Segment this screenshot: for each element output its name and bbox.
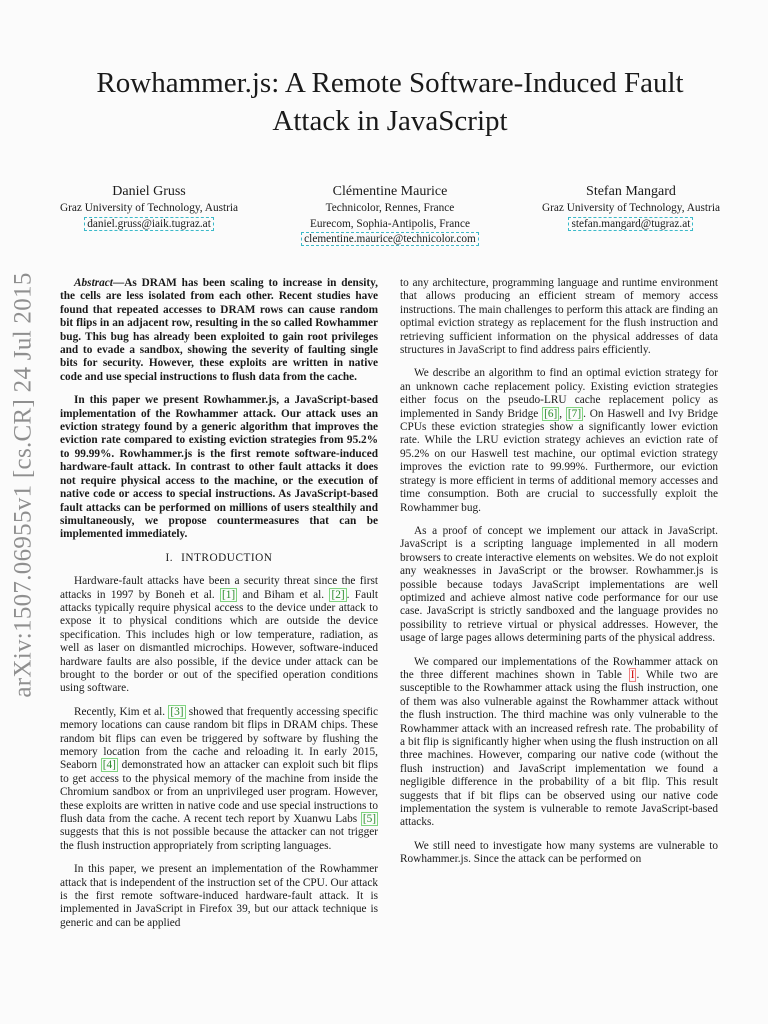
right-paragraph-continued: to any architecture, programming language and runtime environment that allows producing an efficient stream of memory access instructions. The main challenges to perform this attack are finding an optimal eviction strategy as replacement for the flush instruction and retrieving sufficient information on the physical addresses of data structures in JavaScript to find address pairs efficiently. [400,277,718,357]
title-line-2: Attack in JavaScript [272,105,508,137]
author-affiliation-2: Eurecom, Sophia-Antipolis, France [309,217,470,230]
citation-link[interactable]: [2] [331,588,345,601]
author-block [60,183,720,248]
author-email-link[interactable]: daniel.gruss@iaik.tugraz.at [84,217,214,231]
right-column [400,277,718,877]
citation-link[interactable]: [6] [544,407,558,420]
right-paragraph-1: We describe an algorithm to find an optimal eviction strategy for an unknown cache replacement policy. Existing eviction strategies either focus on the pseudo-LRU cache replacement policy as implemented in Sandy Bridge [6] , [7] . On Haswell and Ivy Bridge CPUs these eviction strategies show a significantly lower eviction rate. While the LRU eviction strategy achieves an eviction rate of 95.2% on our Haswell test machine, our optimal eviction strategy improves the eviction rate to 99.99%. Furthermore, our eviction strategy is more efficient in terms of additional memory accesses and time consumption. Both are crucial to successfully exploit the Rowhammer bug. [400,367,718,514]
author-gruss [60,183,238,248]
abstract-paragraph-2: In this paper we present Rowhammer.js, a JavaScript-based implementation of the Rowhammer attack. Our attack uses an eviction strategy found by a generic algorithm that improves the eviction rate compared to existing eviction strategies from 95.2% to 99.99%. Rowhammer.js is the first remote software-induced hardware-fault attack. In contrast to other fault attacks it does not require physical access to the machine, or the execution of native code or access to special instructions. As JavaScript-based fault attacks can be performed on millions of users stealthily and simultaneously, we propose countermeasures that can be implemented immediately. [60,394,378,541]
author-affiliation: Graz University of Technology, Austria [541,202,720,214]
intro-paragraph-2: Recently, Kim et al. [3] showed that frequently accessing specific memory locations can cause random bit flips in DRAM chips. These random bit flips can even be triggered by software by flushing the memory location from the cache and reloading it. In early 2015, Seaborn [4] demonstrated how an attacker can exploit such bit flips to get access to the physical memory of the machine from inside the Chromium sandbox or from an unprivileged user program. However, these exploits are written in native code and use special instructions to flush data from the cache. A recent tech report by Xuanwu Labs [5] suggests that this is not possible because the attacker can not trigger the flush instruction appropriately from scripting languages. [60,705,378,852]
citation-link[interactable]: [4] [102,759,116,772]
right-paragraph-3: We compared our implementations of the Rowhammer attack on the three different machines shown in Table I . While two are susceptible to the Rowhammer attack using the flush instruction, one of them was also vulnerable against the Rowhammer attack without the flush instruction. The third machine was only vulnerable to the Rowhammer attack with an increased refresh rate. The probability of a bit flip is significantly higher when using the flush instruction on all three machines. However, comparing our native code (without the flush instruction) and JavaScript implementation we found a negligible difference in the probability of a bit flip. This result suggests that if bit flips can be observed using our native code implementation the system is vulnerable to remote JavaScript-based attacks. [400,655,718,829]
author-name: Daniel Gruss [112,184,186,199]
abstract-paragraph-1: Abstract—As DRAM has been scaling to increase in density, the cells are less isolated from each other. Recent studies have found that repeated accesses to DRAM rows can cause random bit flips in an adjacent row, resulting in the so called Rowhammer bug. This bug has already been exploited to gain root privileges and to evade a sandbox, showing the severity of faulting single bits for security. However, these exploits are written in native code and use special instructions to flush data from the cache. [60,277,378,383]
intro-paragraph-3: In this paper, we present an implementation of the Rowhammer attack that is independent of the instruction set of the CPU. Our attack is the first remote software-induced hardware-fault attack. It is implemented in JavaScript in Firefox 39, but our attack technique is generic and can be applied [60,863,378,929]
title-line-1: Rowhammer.js: A Remote Software-Induced Fault [96,67,684,99]
author-name: Stefan Mangard [586,184,676,199]
author-email-link[interactable]: clementine.maurice@technicolor.com [301,232,479,246]
author-affiliation: Technicolor, Rennes, France [325,202,455,214]
abstract [60,277,378,542]
arxiv-stamp [2,255,46,715]
author-email-link[interactable]: stefan.mangard@tugraz.at [568,217,693,231]
intro-paragraph-1: Hardware-fault attacks have been a security threat since the first attacks in 1997 by Boneh et al. [1] and Biham et al. [2] . Fault attacks typically require physical access to the device under attack to expose it to physical conditions which are outside the device specification. This includes high or low temperature, radiation, as well as laser on dismantled microchips. However, software-induced hardware faults are also possible, if the device under attack can be brought to the border or out of the specified operation conditions using software. [60,575,379,695]
paper-title [60,64,720,140]
citation-link[interactable]: [7] [567,407,582,420]
left-column [60,277,378,940]
citation-link[interactable]: [1] [222,588,236,601]
author-affiliation: Graz University of Technology, Austria [60,202,239,214]
table-reference-link[interactable]: I [630,668,635,681]
abstract-lead: Abstract [74,277,113,289]
section-heading-introduction: I. INTRODUCTION [165,551,273,564]
author-name: Clémentine Maurice [332,184,448,199]
right-paragraph-4: We still need to investigate how many systems are vulnerable to Rowhammer.js. Since the attack can be performed on [400,839,718,866]
author-maurice [301,183,479,248]
citation-link[interactable]: [5] [362,813,376,826]
author-mangard [542,183,720,248]
citation-link[interactable]: [3] [170,705,184,718]
arxiv-stamp-text: arXiv:1507.06955v1 [cs.CR] 24 Jul 2015 [10,272,37,698]
right-paragraph-2: As a proof of concept we implement our attack in JavaScript. JavaScript is a scripting language implemented in all modern browsers to create interactive elements on websites. We do not exploit any weaknesses in JavaScript or the browser. Rowhammer.js is possible because todays JavaScript implementations are well optimized and achieve almost native code performance for our use case. JavaScript is strictly sandboxed and the language provides no possibility to retrieve virtual or physical addresses. However, the usage of large pages allows determining parts of the physical address. [400,524,718,645]
